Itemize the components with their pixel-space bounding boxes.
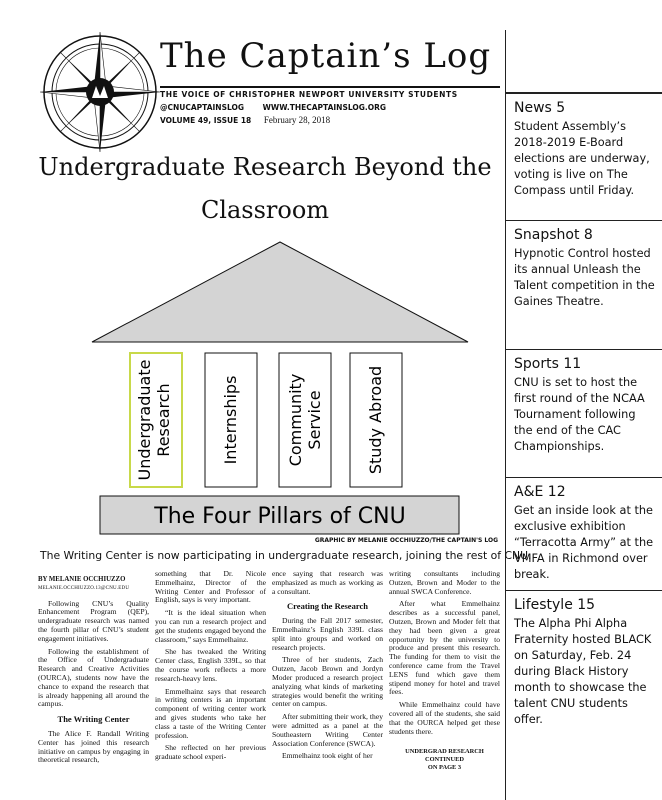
sidebar-teaser: Student Assembly’s 2018-2019 E-Board elections are underway, voting is live on The Compass until Friday. (514, 120, 650, 197)
issue-date: February 28, 2018 (263, 115, 331, 125)
inside-index-sidebar (506, 92, 662, 736)
masthead-meta-row-2 (160, 115, 330, 125)
article-column-3 (272, 570, 383, 765)
website-url: WWW.THECAPTAINSLOG.ORG (262, 103, 387, 112)
article-paragraph: Emmelhainz took eight of her (282, 751, 373, 761)
article-paragraph: Three of her students, Zach Outzen, Jacob Brown and Jordyn Moder produced a research project analyzing what kinds of marketing strategies would benefit the writing center on campus. (272, 655, 383, 709)
article-subhead: Creating the Research (287, 601, 368, 612)
sidebar-heading: Snapshot 8 (514, 227, 593, 243)
article-subhead: The Writing Center (57, 714, 130, 725)
four-pillars-graphic (90, 240, 470, 540)
article-paragraph: She has tweaked the Writing Center class, English 339L, so that the course work reflects a more research-heavy lens. (155, 647, 266, 683)
jump-line-text: CONTINUED (424, 756, 465, 764)
sidebar-heading: Lifestyle 15 (514, 597, 596, 613)
article-paragraph: She reflected on her previous graduate school experi- (155, 743, 266, 762)
sidebar-teaser: The Alpha Phi Alpha Fraternity hosted BLACK on Saturday, Feb. 24 during Black History month to showcase the talent CNU students offer. (514, 617, 652, 726)
sidebar-item-news (506, 92, 662, 220)
main-headline: Undergraduate Research Beyond the Classroom (38, 153, 492, 224)
pillar-label: Undergraduate (135, 359, 154, 481)
jump-line-text: ON PAGE 3 (427, 764, 462, 772)
social-handle: @CNUCAPTAINSLOG (160, 103, 245, 112)
article-paragraph: After submitting their work, they were admitted as a panel at the Southeastern Writing Center Association Conference (SWCA). (272, 712, 383, 748)
pillar-label: Internships (221, 375, 240, 465)
article-paragraph: After what Emmelhainz describes as a successful panel, Outzen, Brown and Moder felt that they had been given a great opportunity by the university to produce and present this research. The funding for them to visit the conference came from the Travel LENS fund which gave them stipend money for hotel and travel fees. (389, 599, 500, 697)
article-paragraph: Following CNU’s Quality Enhancement Program (QEP), undergraduate research was named the fourth pillar of CNU’s student engagement initiatives. (38, 598, 149, 643)
pillar-label: Community (286, 373, 305, 467)
article-paragraph: ence saying that research was emphasized as much as working as a consultant. (272, 570, 383, 596)
title-rule (160, 86, 500, 88)
article-paragraph: Following the establishment of the Office of Undergraduate Research and Creative Activities (OURCA), students now have the chance to expand the research that is already happening all around the campus. (38, 646, 149, 709)
masthead-meta-row-1 (160, 103, 386, 112)
jump-line-text: UNDERGRAD RESEARCH (405, 748, 484, 756)
pillar-label: Service (305, 390, 324, 450)
sidebar-heading: A&E 12 (514, 484, 566, 500)
pillar-label: Study Abroad (366, 365, 385, 475)
sidebar-teaser: Hypnotic Control hosted its annual Unleash the Talent competition in the Gaines Theatre. (514, 247, 655, 308)
sidebar-item-lifestyle (506, 590, 662, 736)
volume-issue: VOLUME 49, ISSUE 18 (160, 116, 252, 125)
pillar-label: Research (154, 383, 173, 457)
jump-line (389, 748, 500, 772)
article-paragraph: something that Dr. Nicole Emmelhainz, Director of the Writing Center and Professor of English, says is very important. (155, 570, 266, 605)
graphic-credit: GRAPHIC BY MELANIE OCCHIUZZO/THE CAPTAIN'S LOG (314, 537, 498, 544)
newspaper-title: The Captain’s Log (160, 36, 492, 76)
sidebar-teaser: Get an inside look at the exclusive exhibition “Terracotta Army” at the VMFA in Richmond over break. (514, 504, 654, 581)
sidebar-teaser: CNU is set to host the first round of the NCAA Tournament following the end of the CAC Championships. (514, 376, 645, 453)
article-paragraph: “It is the ideal situation when you can run a research project and get the students engaged beyond the classroom,” says Emmelhainz. (155, 608, 266, 644)
article-column-1 (38, 570, 149, 769)
article-paragraph: The Alice F. Randall Writing Center has joined this research initiative on campus by engaging in theoretical research, (38, 728, 149, 765)
graphic-caption: The Writing Center is now participating in undergraduate research, joining the rest of CNU. (40, 549, 532, 562)
article-paragraph: writing consultants including Outzen, Brown and Moder to the annual SWCA Conference. (389, 570, 500, 596)
sidebar-item-sports (506, 349, 662, 477)
article-paragraph: During the Fall 2017 semester, Emmelhainz’s English 339L class split into groups and worked on research projects. (272, 616, 383, 652)
article-column-2 (155, 570, 266, 766)
article-column-4 (389, 570, 500, 772)
lead-article (38, 570, 500, 800)
sidebar-item-arts-entertainment (506, 477, 662, 590)
article-paragraph: Emmelhainz says that research in writing centers is an important component of writing center work and gives students who take her class a taste of the Writing Center profession. (155, 686, 266, 740)
sidebar-heading: Sports 11 (514, 356, 582, 372)
article-paragraph: While Emmelhainz could have covered all of the students, she said that the OURCA helped get these students there. (389, 700, 500, 736)
compass-rose-logo (40, 32, 160, 152)
pillars-roof (92, 242, 468, 342)
tagline: THE VOICE OF CHRISTOPHER NEWPORT UNIVERSITY STUDENTS (160, 90, 458, 99)
byline: BY MELANIE OCCHIUZZO (38, 576, 126, 583)
author-email: MELANIE.OCCHIUZZO.13@CNU.EDU (38, 585, 130, 591)
pillars-base-label: The Four Pillars of CNU (154, 504, 406, 529)
sidebar-heading: News 5 (514, 100, 566, 116)
sidebar-item-snapshot (506, 220, 662, 349)
